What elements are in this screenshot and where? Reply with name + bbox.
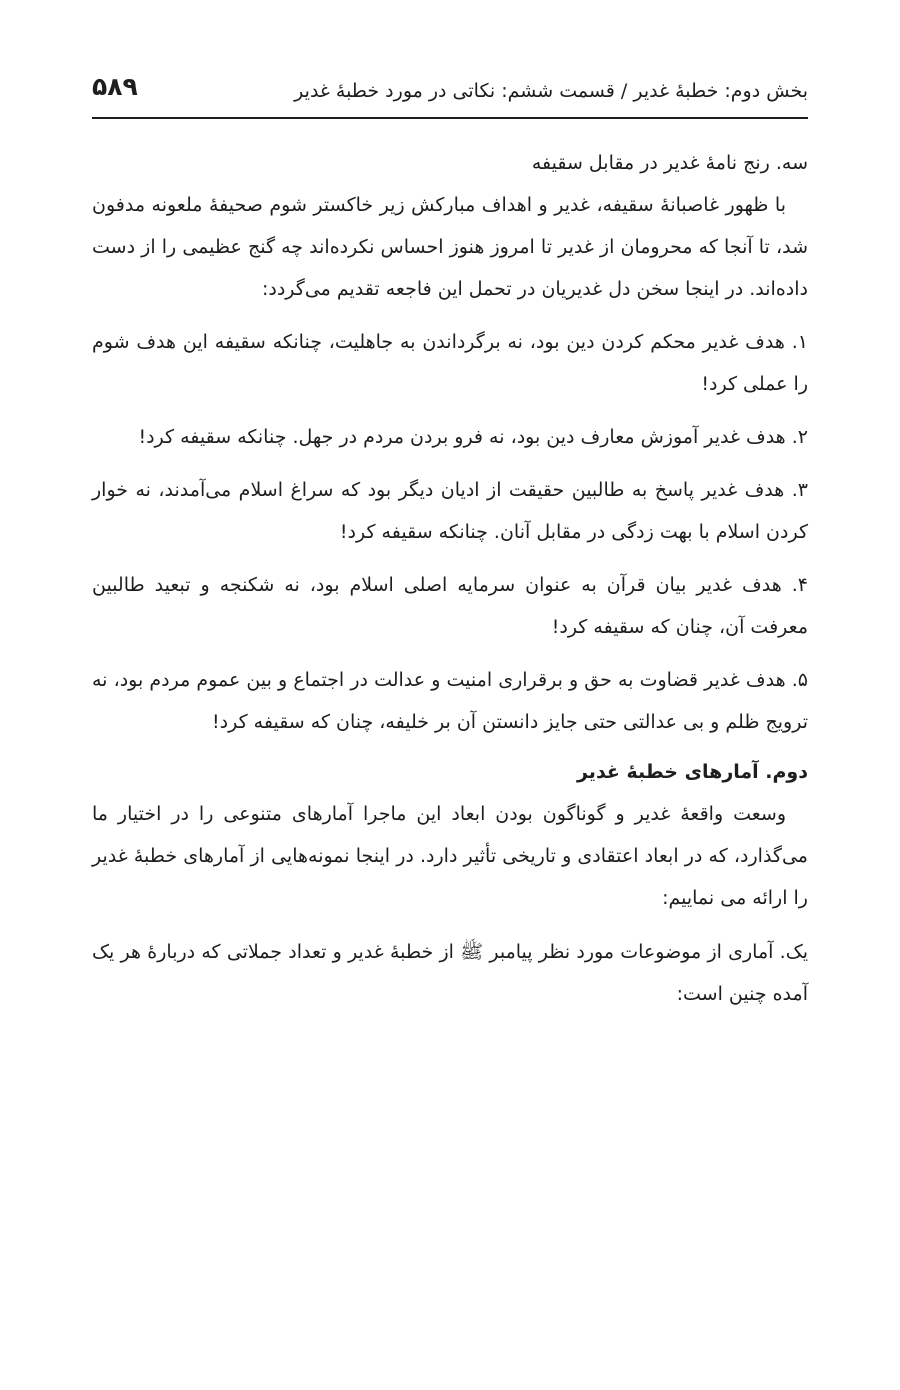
section-two-intro: وسعت واقعهٔ غدیر و گوناگون بودن ابعاد این ماجرا آمارهای متنوعی را در اختیار ما می‌گذارد، که در ابعاد اعتقادی و تاریخی تأثیر دارد. در اینجا نمونه‌هایی از آمارهای خطبهٔ غدیر را ارائه می نماییم: bbox=[92, 803, 808, 909]
section-three-title: سه. رنج نامهٔ غدیر در مقابل سقیفه bbox=[531, 152, 808, 174]
header-rule bbox=[92, 117, 808, 119]
goal-item-2: ۲. هدف غدیر آموزش معارف دین بود، نه فرو بردن مردم در جهل. چنانکه سقیفه کرد! bbox=[138, 426, 808, 448]
goal-item-5: ۵. هدف غدیر قضاوت به حق و برقراری امنیت و عدالت در اجتماع و بین عموم مردم بود، نه ترویج ظلم و بی عدالتی حتی جایز دانستن آن بر خلیفه، چنان که سقیفه کرد! bbox=[92, 669, 808, 733]
book-page bbox=[92, 0, 808, 1390]
goal-item-4: ۴. هدف غدیر بیان قرآن به عنوان سرمایه اصلی اسلام بود، نه شکنجه و تبعید طالبین معرفت آن، چنان که سقیفه کرد! bbox=[92, 574, 808, 638]
goal-item-1: ۱. هدف غدیر محکم کردن دین بود، نه برگرداندن به جاهلیت، چنانکه سقیفه این هدف شوم را عملی کرد! bbox=[92, 331, 808, 395]
statistics-item-one: یک. آماری از موضوعات مورد نظر پیامبر ﷺ از خطبهٔ غدیر و تعداد جملاتی که دربارهٔ هر یک آمده چنین است: bbox=[92, 941, 808, 1005]
section-three-intro: با ظهور غاصبانهٔ سقیفه، غدیر و اهداف مبارکش زیر خاکستر شوم صحیفهٔ ملعونه مدفون شد، تا آنجا که محرومان از غدیر تا امروز هنوز احساس نکرده‌اند چه گنج عظیمی را از دست داده‌اند. در اینجا سخن دل غدیریان در تحمل این فاجعه تقدیم می‌گردد: bbox=[92, 194, 808, 300]
page-number: ۵۸۹ bbox=[92, 72, 138, 101]
running-title: بخش دوم: خطبهٔ غدیر / قسمت ششم: نکاتی در مورد خطبهٔ غدیر bbox=[294, 80, 808, 102]
goal-item-3: ۳. هدف غدیر پاسخ به طالبین حقیقت از ادیان دیگر بود که سراغ اسلام می‌آمدند، نه خوار کردن اسلام با بهت زدگی در مقابل آنان. چنانکه سقیفه کرد! bbox=[92, 479, 808, 543]
page-content bbox=[92, 142, 808, 1015]
running-head bbox=[92, 72, 808, 112]
section-two-heading: دوم. آمارهای خطبهٔ غدیر bbox=[576, 761, 808, 783]
